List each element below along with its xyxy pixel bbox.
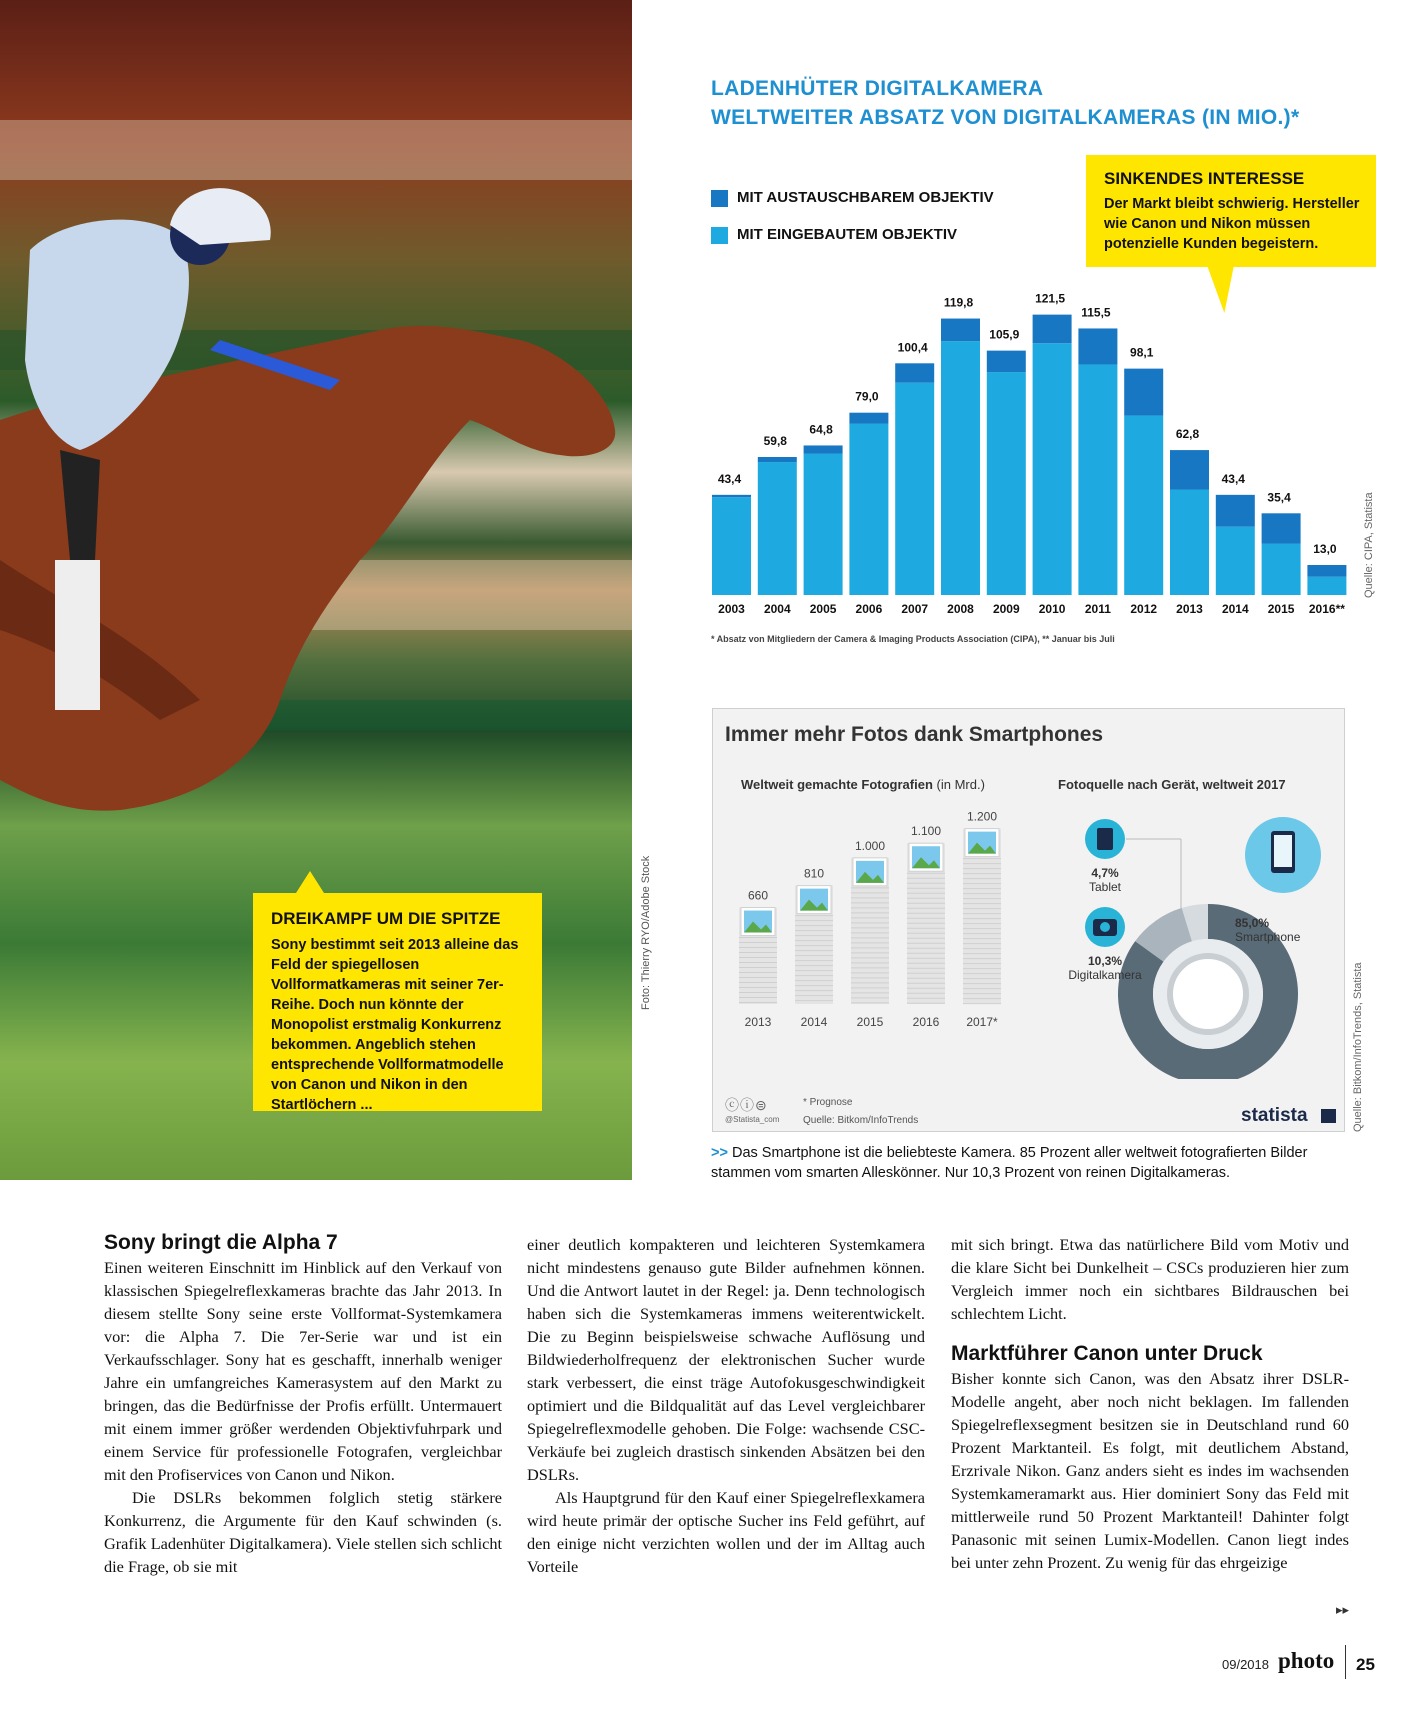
statista-logo-icon — [1321, 1109, 1336, 1123]
photos-value-label: 810 — [803, 866, 825, 881]
bar-value-label: 105,9 — [989, 327, 1020, 342]
year-tick-label: 2003 — [718, 602, 745, 616]
bar-value-label: 100,4 — [897, 340, 928, 355]
article-column-2 — [527, 1233, 925, 1578]
statista-logo: statista — [1241, 1105, 1308, 1126]
bar-builtin — [1307, 577, 1346, 595]
legend-label-interchangeable: MIT AUSTAUSCHBAREM OBJEKTIV — [737, 189, 994, 206]
bar-interchangeable — [895, 363, 934, 382]
photos-value-label: 1.000 — [854, 838, 886, 853]
smartphone-screen — [1274, 835, 1292, 867]
caption-text: Das Smartphone ist die beliebteste Kamera. 85 Prozent aller weltweit fotografierten Bilder stammen vom smarten Alleskönner. Nur 10,3 Prozent von reinen Digitalkameras. — [711, 1145, 1308, 1181]
bar-builtin — [941, 341, 980, 595]
bar-value-label: 62,8 — [1175, 427, 1200, 442]
chart-callout-box — [1086, 155, 1376, 267]
photo-callout-box — [253, 893, 542, 1111]
bar-value-label: 43,4 — [1221, 471, 1245, 486]
bar-builtin — [895, 383, 934, 595]
legend-label-builtin: MIT EINGEBAUTEM OBJEKTIV — [737, 226, 958, 243]
callout-pointer — [296, 871, 324, 893]
bar-interchangeable — [1078, 328, 1117, 364]
infographic-source: Quelle: Bitkom/InfoTrends — [803, 1115, 919, 1126]
bar-builtin — [1170, 490, 1209, 595]
statista-handle: @Statista_com — [725, 1115, 780, 1124]
cc-license-icons: ⓒⓘ⊜ — [725, 1097, 768, 1113]
year-tick-label: 2008 — [947, 602, 974, 616]
bar-value-label: 98,1 — [1130, 345, 1154, 360]
year-tick-label: 2007 — [901, 602, 929, 616]
bar-builtin — [712, 497, 751, 595]
bar-builtin — [987, 372, 1026, 595]
left-title-unit: (in Mrd.) — [936, 777, 985, 792]
year-tick-label: 2005 — [809, 602, 837, 616]
bar-interchangeable — [1262, 513, 1301, 543]
article-column-1 — [104, 1230, 502, 1578]
photos-value-label: 1.100 — [910, 824, 942, 839]
infographic-title: Immer mehr Fotos dank Smartphones — [725, 723, 1104, 746]
bar-interchangeable — [941, 319, 980, 342]
bar-interchangeable — [758, 457, 797, 462]
photo-callout-text: Sony bestimmt seit 2013 alleine das Feld der spiegellosen Vollformatkameras mit seiner 7er-Reihe. Doch nun könnte der Monopolist erstmalig Konkurrenz bekommen. Angeblich stehen entsprechende Vollformatmodelle von Canon und Nikon in den Startlöchern ... — [271, 937, 519, 1113]
bar-value-label: 59,8 — [763, 434, 787, 448]
infographic-side-source: Quelle: Bitkom/InfoTrends, Statista — [1352, 962, 1364, 1132]
bar-builtin — [804, 454, 843, 595]
bar-interchangeable — [849, 413, 888, 424]
chart-callout-text: Der Markt bleibt schwierig. Hersteller wie Canon und Nikon müssen potenzielle Kunden begeistern. — [1104, 196, 1360, 252]
continue-arrow-icon: ▸▸ — [1336, 1602, 1350, 1617]
bar-builtin — [1124, 415, 1163, 595]
camera-sales-bar-chart — [700, 270, 1360, 650]
year-tick-label: 2011 — [1084, 602, 1111, 616]
article-paragraph: mit sich bringt. Etwa das natürlichere Bild vom Motiv und die klare Sicht bei Dunkelheit – CSCs produzieren hier zum Vergleich immer noch ein sichtbares Bildrauschen bei schlechtem Licht. — [951, 1235, 1349, 1323]
bar-interchangeable — [1307, 565, 1346, 577]
bar-builtin — [1216, 527, 1255, 595]
photos-year-label: 2013 — [744, 1015, 772, 1029]
chart-source: Quelle: CIPA, Statista — [1363, 492, 1375, 598]
bar-builtin — [1262, 544, 1301, 595]
bar-interchangeable — [804, 445, 843, 453]
article-column-3 — [951, 1233, 1349, 1574]
year-tick-label: 2010 — [1038, 602, 1066, 616]
photos-value-label: 1.200 — [966, 809, 998, 824]
bar-value-label: 121,5 — [1035, 291, 1066, 306]
year-tick-label: 2013 — [1176, 602, 1203, 616]
camera-lens-icon — [1170, 956, 1246, 1032]
photos-year-label: 2014 — [800, 1015, 828, 1029]
photos-year-label: 2015 — [856, 1015, 884, 1029]
bar-interchangeable — [1216, 495, 1255, 527]
tablet-category-label: Tablet — [1088, 880, 1122, 894]
heading-canon-pressure: Marktführer Canon unter Druck — [951, 1342, 1263, 1365]
tablet-shape — [1097, 828, 1113, 850]
infographic-caption — [711, 1143, 1351, 1183]
bar-builtin — [849, 424, 888, 595]
heading-sony-alpha: Sony bringt die Alpha 7 — [104, 1231, 338, 1254]
bar-interchangeable — [1033, 315, 1072, 344]
article-paragraph: Einen weiteren Einschnitt im Hinblick auf den Verkauf von klassischen Spiegelreflexkameras brachte das Jahr 2013. In diesem stellte Sony seine erste Vollformat-Systemkamera vor: die Alpha 7. Die 7er-Serie war und ist ein Verkaufsschlager. Sony hat es geschafft, innerhalb weniger Jahre ein umfangreiches Kamerasystem auf den Markt zu bringen, das die Bedürfnisse der Profis erfüllt. Untermauert mit einem immer größer werdenden Objektivfuhrpark und einem Service für professionelle Fotografen, vergleichbar mit den Profiservices von Canon und Nikon. — [104, 1258, 502, 1484]
year-tick-label: 2016** — [1308, 602, 1345, 616]
prognose-note: * Prognose — [803, 1097, 853, 1108]
article-paragraph: Die DSLRs bekommen folglich stetig stärkere Konkurrenz, die Argumente für den Kauf schwinden (s. Grafik Ladenhüter Digitalkamera). Viele stellen sich schlicht die Frage, ob sie mit — [104, 1488, 502, 1576]
photo-credit: Foto: Thierry RYO/Adobe Stock — [640, 855, 652, 1010]
bar-value-label: 43,4 — [717, 471, 742, 486]
issue-date: 09/2018 — [1222, 1657, 1269, 1672]
bar-builtin — [1078, 364, 1117, 595]
footer-divider — [1345, 1645, 1346, 1679]
bar-builtin — [1033, 343, 1072, 595]
magazine-logo: photo — [1278, 1648, 1335, 1673]
bar-interchangeable — [1124, 369, 1163, 416]
year-tick-label: 2015 — [1267, 602, 1295, 616]
chart-title-line2: WELTWEITER ABSATZ VON DIGITALKAMERAS (IN MIO.)* — [711, 106, 1300, 129]
article-paragraph: Bisher konnte sich Canon, was den Absatz ihrer DSLR-Modelle angeht, aber noch nicht beklagen. Im fallenden Spiegelreflexsegment besitzen sie in Deutschland rund 60 Prozent Marktanteil. Es folgt, mit deutlichem Abstand, Erzrivale Nikon. Ganz anders sieht es indes im wachsenden Systemkameramarkt aus. Hier dominiert Sony das Feld mit mittlerweile rund 50 Prozent Marktanteil! Dahinter folgt Panasonic mit seinen Lumix-Modellen. Canon liegt indes bei unter zehn Prozent. Zu wenig für das ehrgeizige — [951, 1369, 1349, 1572]
year-tick-label: 2012 — [1130, 602, 1158, 616]
photos-year-label: 2016 — [912, 1015, 940, 1029]
legend-swatch-interchangeable — [711, 190, 728, 207]
bar-value-label: 119,8 — [943, 295, 974, 310]
infographic-right-title: Fotoquelle nach Gerät, weltweit 2017 — [1058, 777, 1286, 792]
bar-interchangeable — [987, 351, 1026, 372]
left-title-text: Weltweit gemachte Fotografien — [741, 777, 933, 792]
caption-arrow-icon: >> — [711, 1145, 728, 1161]
photos-taken-chart — [727, 799, 1017, 1059]
chart-callout-title: SINKENDES INTERESSE — [1104, 169, 1305, 188]
bar-interchangeable — [712, 495, 751, 497]
bar-builtin — [758, 462, 797, 595]
photos-year-label: 2017* — [966, 1015, 998, 1029]
chart-title-line1: LADENHÜTER DIGITALKAMERA — [711, 77, 1044, 100]
smartphone-category-label: Smartphone — [1235, 930, 1301, 944]
bar-value-label: 115,5 — [1081, 305, 1111, 320]
year-tick-label: 2014 — [1221, 602, 1249, 616]
page-number: 25 — [1356, 1655, 1375, 1674]
year-tick-label: 2006 — [855, 602, 883, 616]
bar-value-label: 35,4 — [1267, 490, 1291, 505]
chart-footnote: * Absatz von Mitgliedern der Camera & Imaging Products Association (CIPA), ** Januar bis Juli — [711, 634, 1115, 644]
bar-interchangeable — [1170, 450, 1209, 489]
bar-value-label: 13,0 — [1313, 542, 1337, 556]
photo-callout-title: DREIKAMPF UM DIE SPITZE — [271, 909, 501, 928]
article-paragraph: einer deutlich kompakteren und leichteren Systemkamera nicht mindestens genauso gute Bilder aufnehmen können. Und die Antwort lautet in der Regel: ja. Denn technologisch haben sich die Systemkameras immens weiterentwickelt. Die zu Beginn beispielsweise schwache Auflösung und Bildwiederholfrequenz der elektronischen Sucher wurde stark verbessert, die einst träge Autofokusgeschwindigkeit optimiert und die Bildqualität auf das Level vergleichbarer Spiegelreflexmodelle gehoben. Die Folge: wachsende CSC-Verkäufe bei zugleich drastisch sinkenden Absätzen bei den DSLRs. — [527, 1235, 925, 1484]
tablet-value-label: 4,7% — [1091, 866, 1119, 880]
bar-value-label: 79,0 — [855, 389, 879, 404]
bar-value-label: 64,8 — [809, 422, 833, 437]
camera-value-label: 10,3% — [1087, 954, 1123, 968]
article-paragraph: Als Hauptgrund für den Kauf einer Spiegelreflexkamera wird heute primär der optische Sucher ins Feld geführt, auf den einige nicht verzichten wollen und der im Alltag auch Vorteile — [527, 1488, 925, 1576]
photo-source-donut-chart — [1013, 799, 1343, 1079]
smartphone-value-label: 85,0% — [1235, 916, 1270, 930]
camera-lens-shape — [1100, 922, 1110, 932]
year-tick-label: 2009 — [992, 602, 1020, 616]
year-tick-label: 2004 — [763, 602, 791, 616]
smartphone-infographic — [712, 708, 1345, 1132]
photos-value-label: 660 — [747, 888, 769, 903]
legend-swatch-builtin — [711, 227, 728, 244]
infographic-left-title — [741, 777, 985, 792]
camera-category-label: Digitalkamera — [1068, 968, 1142, 982]
